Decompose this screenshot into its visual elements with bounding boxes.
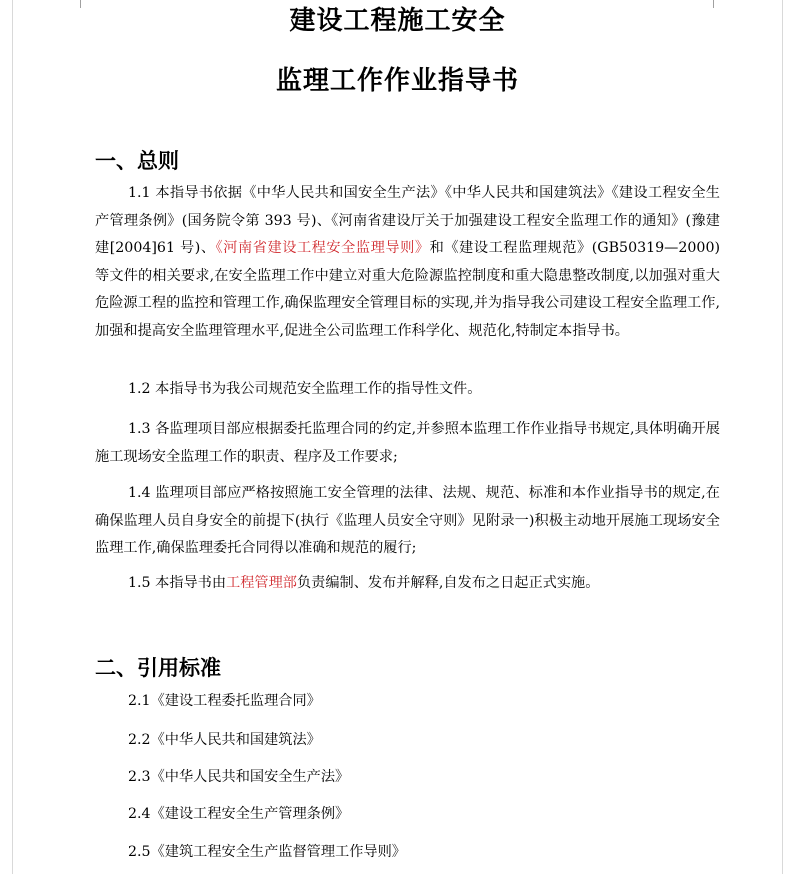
paragraph-1-3-text: 1.3 各监理项目部应根据委托监理合同的约定,并参照本监理工作作业指导书规定,具体明确开展施工现场安全监理工作的职责、程序及工作要求;	[95, 421, 720, 465]
paragraph-1-2-text: 1.2 本指导书为我公司规范安全监理工作的指导性文件。	[128, 381, 482, 397]
paragraph-1-1-text-a: 1.1 本指导书依据《中华人民共和国安全生产法》《中华人民共和国建筑法》《建设工程安全生产管理条例》(国务院令第 393 号)、《河南省建设厅关于加强建设工程安全监理工作的通知》(豫建建[2004]61 号)、	[95, 185, 720, 256]
paragraph-1-1	[95, 180, 720, 345]
reference-item: 2.3《中华人民共和国安全生产法》	[128, 769, 350, 785]
page-edge-right	[782, 0, 783, 874]
reference-item: 2.2《中华人民共和国建筑法》	[128, 732, 321, 748]
section-heading-references: 二、引用标准	[95, 656, 221, 680]
paragraph-1-5-text-b: 负责编制、发布并解释,自发布之日起正式实施。	[296, 575, 600, 591]
reference-item: 2.4《建设工程安全生产管理条例》	[128, 806, 350, 822]
paragraph-1-4-text: 1.4 监理项目部应严格按照施工安全管理的法律、法规、规范、标准和本作业指导书的规定,在确保监理人员自身安全的前提下(执行《监理人员安全守则》见附录一)积极主动地开展施工现场安全监理工作,确保监理委托合同得以准确和规范的履行;	[95, 485, 720, 556]
paragraph-1-4	[95, 480, 720, 563]
paragraph-1-5-red-department: 工程管理部	[226, 575, 297, 591]
paragraph-1-1-text-b: 和《建设工程监理规范》(GB50319—2000) 等文件的相关要求,在安全监理工作中建立对重大危险源监控制度和重大隐患整改制度,以加强对重大危险源工程的监控和管理工作,确保监理安全管理目标的实现,并为指导我公司建设工程安全监理工作,加强和提高安全监理管理水平,促进全公司监理工作科学化、规范化,特制定本指导书。	[95, 240, 720, 339]
document-title-line1: 建设工程施工安全	[289, 6, 506, 36]
paragraph-1-2	[95, 376, 720, 404]
paragraph-1-1-red-reference: 《河南省建设工程安全监理导则》	[215, 240, 430, 256]
page-edge-left	[12, 0, 13, 874]
reference-item: 2.1《建设工程委托监理合同》	[128, 693, 321, 709]
paragraph-1-5-text-a: 1.5 本指导书由	[128, 575, 227, 591]
paragraph-1-5	[95, 570, 720, 598]
paragraph-1-3	[95, 416, 720, 471]
document-title-line2: 监理工作作业指导书	[275, 66, 519, 96]
section-heading-general: 一、总则	[95, 149, 179, 173]
reference-item: 2.5《建筑工程安全生产监督管理工作导则》	[128, 844, 406, 860]
